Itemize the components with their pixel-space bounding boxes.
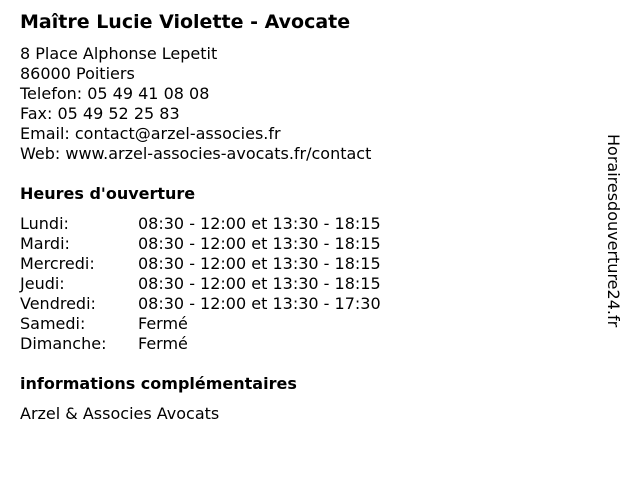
time-range: 08:30 - 12:00 et 13:30 - 18:15 bbox=[138, 254, 381, 273]
address-street: 8 Place Alphonse Lepetit bbox=[20, 44, 218, 63]
page-title: Maître Lucie Violette - Avocate bbox=[20, 11, 351, 33]
time-range: Fermé bbox=[138, 314, 188, 333]
additional-info-heading: informations complémentaires bbox=[20, 374, 297, 393]
day-label: Mardi: bbox=[20, 234, 70, 253]
hours-row-saturday bbox=[20, 314, 381, 334]
hours-row-wednesday bbox=[20, 254, 381, 274]
day-label: Samedi: bbox=[20, 314, 86, 333]
time-range: 08:30 - 12:00 et 13:30 - 17:30 bbox=[138, 294, 381, 313]
opening-hours-table bbox=[20, 214, 381, 354]
email-address: Email: contact@arzel-associes.fr bbox=[20, 124, 281, 143]
website-url: Web: www.arzel-associes-avocats.fr/contact bbox=[20, 144, 372, 163]
watermark-text: Horairesdouverture24.fr bbox=[604, 134, 623, 328]
time-range: Fermé bbox=[138, 334, 188, 353]
opening-hours-heading: Heures d'ouverture bbox=[20, 184, 196, 203]
day-label: Dimanche: bbox=[20, 334, 107, 353]
hours-row-sunday bbox=[20, 334, 381, 354]
day-label: Jeudi: bbox=[20, 274, 65, 293]
additional-info-text: Arzel & Associes Avocats bbox=[20, 404, 220, 423]
hours-row-tuesday bbox=[20, 234, 381, 254]
time-range: 08:30 - 12:00 et 13:30 - 18:15 bbox=[138, 274, 381, 293]
day-label: Lundi: bbox=[20, 214, 69, 233]
contact-block bbox=[20, 44, 371, 164]
hours-row-friday bbox=[20, 294, 381, 314]
day-label: Vendredi: bbox=[20, 294, 96, 313]
time-range: 08:30 - 12:00 et 13:30 - 18:15 bbox=[138, 214, 381, 233]
hours-row-monday bbox=[20, 214, 381, 234]
day-label: Mercredi: bbox=[20, 254, 95, 273]
fax-number: Fax: 05 49 52 25 83 bbox=[20, 104, 180, 123]
address-city: 86000 Poitiers bbox=[20, 64, 135, 83]
time-range: 08:30 - 12:00 et 13:30 - 18:15 bbox=[138, 234, 381, 253]
phone-number: Telefon: 05 49 41 08 08 bbox=[20, 84, 210, 103]
hours-row-thursday bbox=[20, 274, 381, 294]
